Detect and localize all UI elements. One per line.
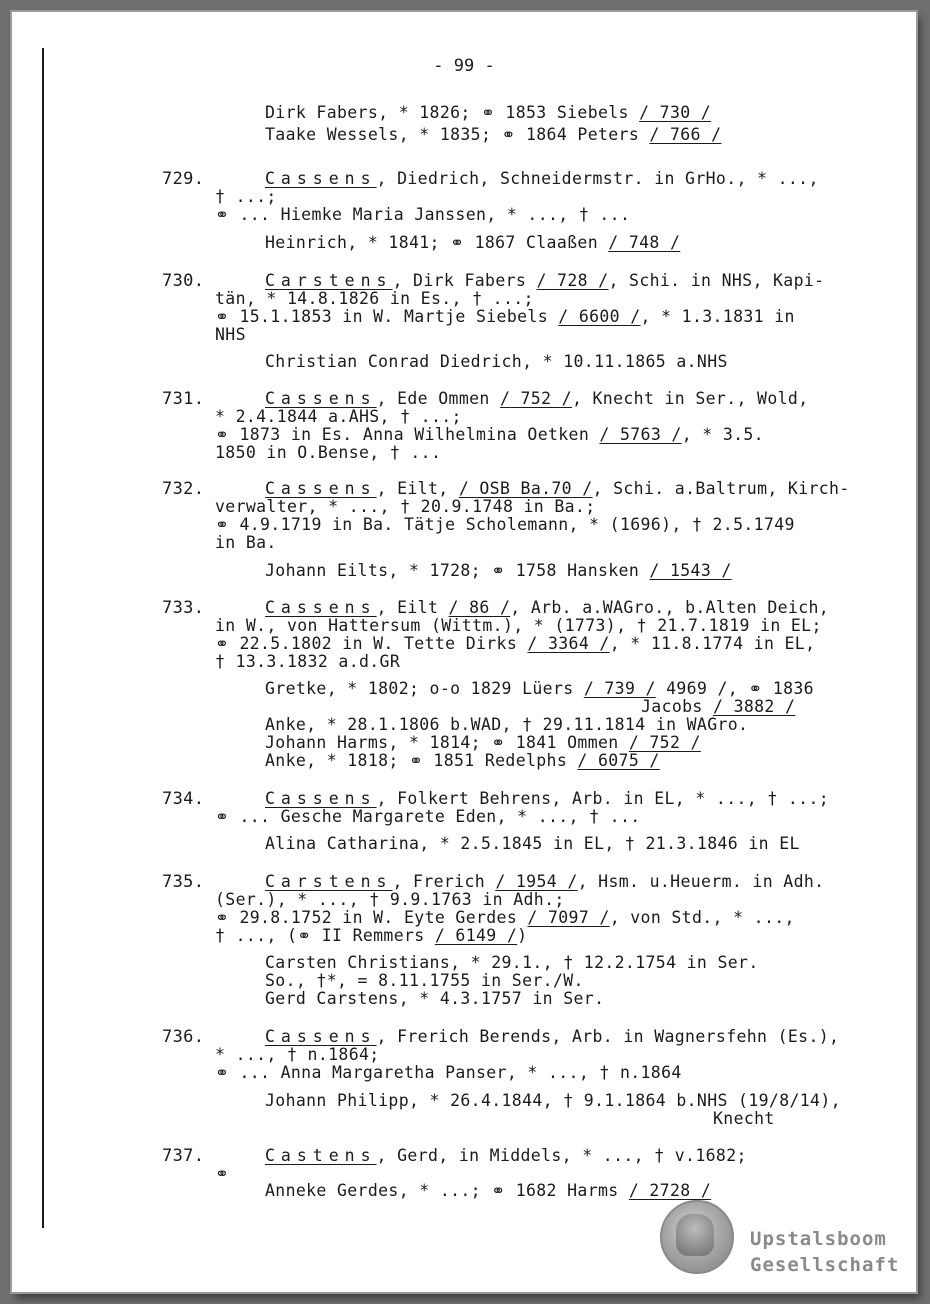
brand-name-line1: Upstalsboom [750, 1228, 887, 1250]
text-line: Alina Catharina, * 2.5.1845 in EL, † 21.3.1846 in EL [265, 834, 800, 853]
text-line: 1850 in O.Bense, † ... [215, 443, 442, 462]
entry-number: 734. [162, 789, 205, 809]
text-line: (Ser.), * ..., † 9.9.1763 in Adh.; [215, 890, 565, 909]
text-line: ⚭ 29.8.1752 in W. Eyte Gerdes / 7097 /, von Std., * ..., [215, 908, 795, 927]
entry-number: 731. [162, 389, 205, 409]
text-line: Jacobs / 3882 / [641, 697, 796, 716]
text-line: Anke, * 1818; ⚭ 1851 Redelphs / 6075 / [265, 751, 660, 770]
text-line: Carstens, Dirk Fabers / 728 /, Schi. in NHS, Kapi- [265, 271, 825, 290]
text-line: ⚭ ... Hiemke Maria Janssen, * ..., † ... [215, 205, 631, 224]
text-line: Johann Harms, * 1814; ⚭ 1841 Ommen / 752 / [265, 733, 701, 752]
text-line: Johann Eilts, * 1728; ⚭ 1758 Hansken / 1543 / [265, 561, 732, 580]
entry-number: 735. [162, 872, 205, 892]
text-line: ⚭ 22.5.1802 in W. Tette Dirks / 3364 /, * 11.8.1774 in EL, [215, 634, 816, 653]
text-line: NHS [215, 325, 246, 344]
text-line: † ...; [215, 187, 277, 206]
upstalsboom-seal-icon [660, 1200, 734, 1274]
text-line: verwalter, * ..., † 20.9.1748 in Ba.; [215, 497, 596, 516]
text-line: in Ba. [215, 533, 277, 552]
text-line: Anke, * 28.1.1806 b.WAD, † 29.11.1814 in WAGro. [265, 715, 749, 734]
entry-number: 733. [162, 598, 205, 618]
text-line: in W., von Hattersum (Wittm.), * (1773), † 21.7.1819 in EL; [215, 616, 822, 635]
text-line: Cassens, Eilt, / OSB Ba.70 /, Schi. a.Baltrum, Kirch- [265, 479, 850, 498]
entry-number: 732. [162, 479, 205, 499]
text-line: Gretke, * 1802; o-o 1829 Lüers / 739 / 4969 /, ⚭ 1836 [265, 679, 814, 698]
text-line: Cassens, Ede Ommen / 752 /, Knecht in Ser., Wold, [265, 389, 809, 408]
text-line: ⚭ 15.1.1853 in W. Martje Siebels / 6600 /, * 1.3.1831 in [215, 307, 795, 326]
text-line: † ..., (⚭ II Remmers / 6149 /) [215, 926, 528, 945]
brand-name-line2: Gesellschaft [750, 1254, 900, 1276]
text-line: Knecht [713, 1109, 775, 1128]
scan-edge-line [42, 48, 44, 1228]
text-line: Cassens, Diedrich, Schneidermstr. in GrHo., * ..., [265, 169, 819, 188]
text-line: ⚭ [215, 1164, 230, 1183]
text-line: ⚭ ... Anna Margaretha Panser, * ..., † n.1864 [215, 1063, 682, 1082]
text-line: Carstens, Frerich / 1954 /, Hsm. u.Heuerm. in Adh. [265, 872, 825, 891]
text-line: Anneke Gerdes, * ...; ⚭ 1682 Harms / 2728 / [265, 1181, 712, 1200]
text-line: ⚭ 1873 in Es. Anna Wilhelmina Oetken / 5763 /, * 3.5. [215, 425, 764, 444]
text-line: ⚭ 4.9.1719 in Ba. Tätje Scholemann, * (1696), † 2.5.1749 [215, 515, 795, 534]
text-line: Taake Wessels, * 1835; ⚭ 1864 Peters / 766 / [265, 125, 722, 144]
text-line: † 13.3.1832 a.d.GR [215, 652, 401, 671]
text-line: * ..., † n.1864; [215, 1045, 380, 1064]
text-line: tän, * 14.8.1826 in Es., † ...; [215, 289, 534, 308]
text-line: Cassens, Frerich Berends, Arb. in Wagnersfehn (Es.), [265, 1027, 840, 1046]
text-line: Castens, Gerd, in Middels, * ..., † v.1682; [265, 1146, 747, 1165]
text-line: Christian Conrad Diedrich, * 10.11.1865 a.NHS [265, 352, 728, 371]
entry-number: 729. [162, 169, 205, 189]
text-line: Gerd Carstens, * 4.3.1757 in Ser. [265, 989, 605, 1008]
text-line: Carsten Christians, * 29.1., † 12.2.1754 in Ser. [265, 953, 759, 972]
text-line: Johann Philipp, * 26.4.1844, † 9.1.1864 b.NHS (19/8/14), [265, 1091, 841, 1110]
text-line: Cassens, Eilt / 86 /, Arb. a.WAGro., b.Alten Deich, [265, 598, 830, 617]
entry-number: 736. [162, 1027, 205, 1047]
entry-number: 730. [162, 271, 205, 291]
text-line: * 2.4.1844 a.AHS, † ...; [215, 407, 462, 426]
text-line: ⚭ ... Gesche Margarete Eden, * ..., † ... [215, 807, 641, 826]
text-line: Heinrich, * 1841; ⚭ 1867 Claaßen / 748 / [265, 233, 681, 252]
document-page [12, 12, 916, 1292]
text-line: Dirk Fabers, * 1826; ⚭ 1853 Siebels / 730 / [265, 103, 712, 122]
entry-number: 737. [162, 1146, 205, 1166]
text-line: Cassens, Folkert Behrens, Arb. in EL, * ..., † ...; [265, 789, 830, 808]
page-number: - 99 - [433, 56, 495, 76]
text-line: So., †*, = 8.11.1755 in Ser./W. [265, 971, 584, 990]
